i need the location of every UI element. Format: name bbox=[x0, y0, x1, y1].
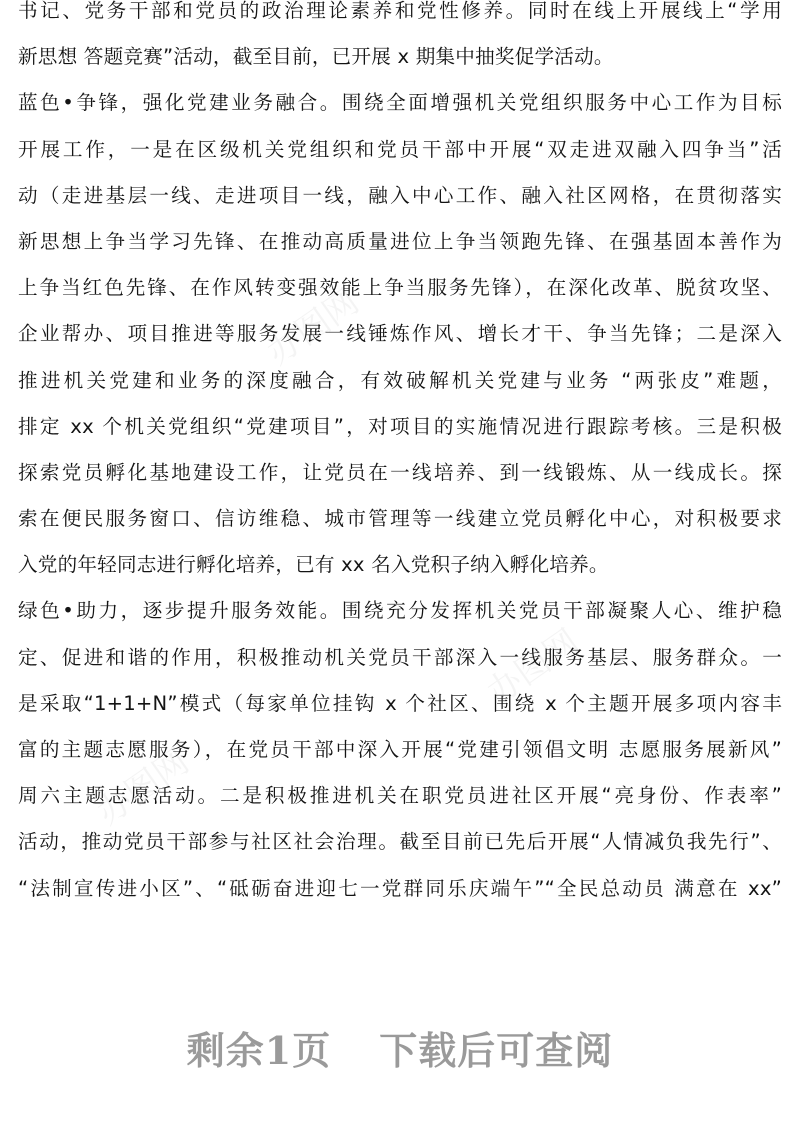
text-line: 书记、党务干部和党员的政治理论素养和党性修养。同时在线上开展线上“学用 bbox=[18, 0, 782, 22]
remaining-pages-label: 剩余1页 bbox=[186, 1028, 332, 1073]
watermark: 办图网 bbox=[259, 281, 367, 374]
text-line: 探索党员孵化基地建设工作，让党员在一线培养、到一线锻炼、从一线成长。探 bbox=[18, 460, 782, 484]
text-line: 定、促进和谐的作用，积极推动机关党员干部深入一线服务基层、服务群众。一 bbox=[18, 645, 782, 669]
text-line: 上争当红色先锋、在作风转变强效能上争当服务先锋），在深化改革、脱贫攻坚、 bbox=[18, 276, 782, 300]
paragraph-heading-line: 绿色•助力，逐步提升服务效能。围绕充分发挥机关党员干部凝聚人心、维护稳 bbox=[18, 599, 782, 623]
watermark: 办图网 bbox=[479, 621, 587, 714]
text-line: 周六主题志愿活动。二是积极推进机关在职党员进社区开展“亮身份、作表率” bbox=[18, 784, 782, 808]
download-to-view-label: 下载后可查阅 bbox=[379, 1028, 614, 1073]
text-line: 动（走进基层一线、走进项目一线，融入中心工作、融入社区网格，在贯彻落实 bbox=[18, 183, 782, 207]
text-line: 推进机关党建和业务的深度融合，有效破解机关党建与业务 “两张皮”难题， bbox=[18, 368, 782, 392]
text-line: “法制宣传进小区”、“砥砺奋进迎七一党群同乐庆端午”“全民总动员 满意在 xx” bbox=[18, 876, 782, 900]
text-line: 企业帮办、项目推进等服务发展一线锤炼作风、增长才干、争当先锋；二是深入 bbox=[18, 322, 782, 346]
text-line: 新思想上争当学习先锋、在推动高质量进位上争当领跑先锋、在强基固本善作为 bbox=[18, 229, 782, 253]
text-line: 新思想 答题竞赛”活动，截至目前，已开展 x 期集中抽奖促学活动。 bbox=[18, 45, 614, 69]
text-line: 开展工作，一是在区级机关党组织和党员干部中开展“双走进双融入四争当”活 bbox=[18, 137, 782, 161]
document-body bbox=[18, 0, 782, 912]
text-line: 入党的年轻同志进行孵化培养，已有 xx 名入党积子纳入孵化培养。 bbox=[18, 553, 609, 577]
text-line: 排定 xx 个机关党组织“党建项目”，对项目的实施情况进行跟踪考核。三是积极 bbox=[18, 414, 782, 438]
paragraph-heading-line: 蓝色•争锋，强化党建业务融合。围绕全面增强机关党组织服务中心工作为目标 bbox=[18, 91, 782, 115]
text-line: 索在便民服务窗口、信访维稳、城市管理等一线建立党员孵化中心，对积极要求 bbox=[18, 507, 782, 531]
text-line: 是采取“1+1+N”模式（每家单位挂钩 x 个社区、围绕 x 个主题开展多项内容丰 bbox=[18, 691, 782, 715]
text-line: 活动，推动党员干部参与社区社会治理。截至目前已先后开展“人情减负我先行”、 bbox=[18, 830, 782, 854]
remaining-pages-banner[interactable] bbox=[0, 1020, 800, 1075]
text-line: 富的主题志愿服务），在党员干部中深入开展“党建引领倡文明 志愿服务展新风” bbox=[18, 738, 782, 761]
watermark: 办图网 bbox=[89, 741, 197, 834]
